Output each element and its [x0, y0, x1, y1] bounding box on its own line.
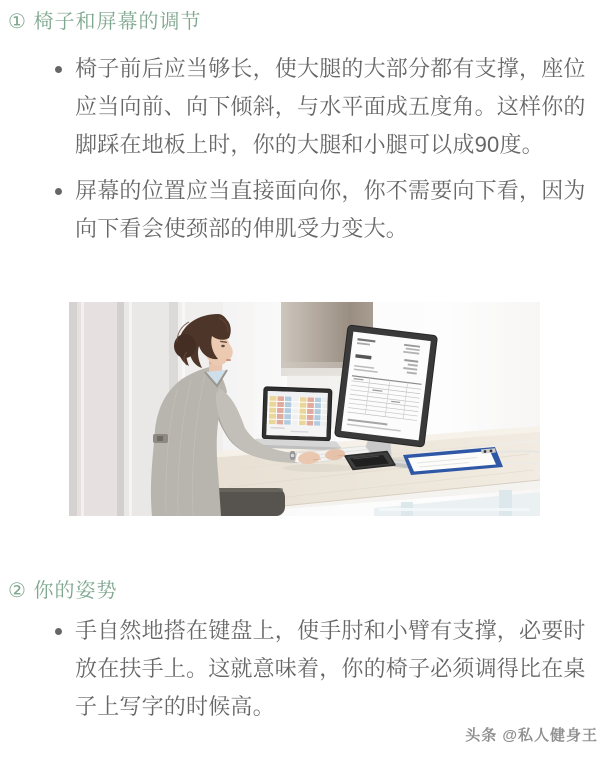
workstation-photo — [69, 302, 540, 516]
arm-shadow — [283, 464, 355, 472]
section-2-heading: ② 你的姿势 — [8, 580, 118, 602]
section-1-heading: ① 椅子和屏幕的调节 — [8, 11, 202, 33]
eye — [221, 345, 225, 347]
section-1-bullet-1: • 椅子前后应当够长，使大腿的大部分都有支撑，座位应当向前、向下倾斜，与水平面成五度角。这样你的脚踩在地板上时，你的大腿和小腿可以成90度。 — [75, 50, 595, 164]
watermark-text: 头条 @私人健身王 — [465, 727, 598, 744]
lips — [226, 359, 231, 361]
section-2-list — [53, 612, 595, 726]
section-1-list — [53, 50, 595, 248]
spreadsheet-on-screen — [266, 391, 327, 437]
section-2-bullet-1: • 手自然地搭在键盘上，使手肘和小臂有支撑，必要时放在扶手上。这就意味着，你的椅子必须调得比在桌子上写字的时候高。 — [75, 612, 595, 726]
laptop — [251, 386, 343, 450]
section-1-bullet-2: • 屏幕的位置应当直接面向你，你不需要向下看，因为向下看会使颈部的伸肌受力变大。 — [75, 172, 595, 248]
